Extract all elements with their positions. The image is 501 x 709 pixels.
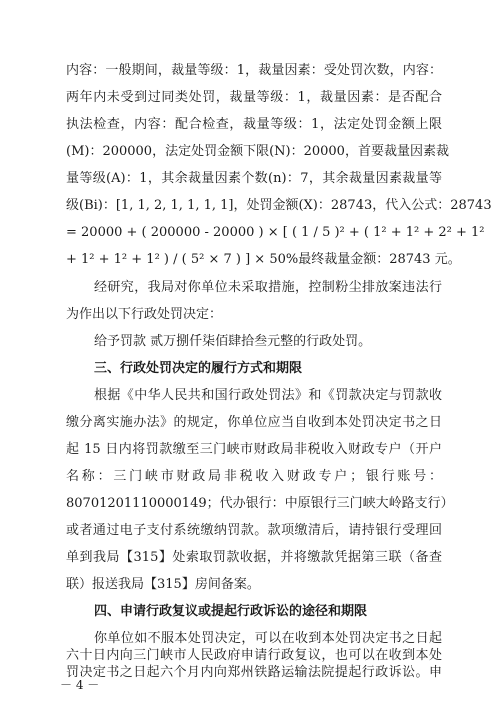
body-line: 起 15 日内将罚款缴至三门峡市财政局非税收入财政专户（开户 bbox=[66, 442, 442, 457]
body-line: 你单位如不服本处罚决定，可以在收到本处罚决定书之日起 bbox=[94, 631, 442, 646]
body-line: 两年内未受到过同类处罚，裁量等级：1，裁量因素：是否配合 bbox=[66, 90, 442, 105]
body-line: 为作出以下行政处罚决定： bbox=[66, 307, 223, 322]
body-line: 名称：三门峡市财政局非税收入财政专户；银行账号： bbox=[66, 469, 442, 484]
body-line: 或者通过电子支付系统缴纳罚款。款项缴清后，请持银行受理回 bbox=[66, 523, 442, 538]
page-number: － 4 － bbox=[60, 678, 100, 692]
body-line: 量等级(A)：1，其余裁量因素个数(n)：7，其余裁量因素裁量等 bbox=[66, 171, 442, 186]
body-line: 单到我局【315】处索取罚款收据，并将缴款凭据第三联（备查 bbox=[66, 550, 442, 565]
penalty-decision-line: 给予罚款 贰万捌仟柒佰肆拾叁元整的行政处罚。 bbox=[94, 334, 372, 349]
body-line: 级(Bi)：[1, 1, 2, 1, 1, 1, 1]，处罚金额(X)：28743，代入公式：28743 bbox=[66, 198, 492, 213]
body-line: 80701201110000149；代办银行：中原银行三门峡大岭路支行） bbox=[66, 496, 454, 511]
body-line: 联）报送我局【315】房间备案。 bbox=[66, 577, 260, 592]
body-line: 执法检查，内容：配合检查，裁量等级：1，法定处罚金额上限 bbox=[66, 117, 442, 132]
body-line: 内容：一般期间，裁量等级：1，裁量因素：受处罚次数，内容： bbox=[66, 63, 442, 78]
body-line: 经研究，我局对你单位未采取措施，控制粉尘排放案违法行 bbox=[94, 280, 442, 295]
body-line: 缴分离实施办法》的规定，你单位应当自收到本处罚决定书之日 bbox=[66, 415, 442, 430]
formula-line: = 20000 + ( 200000 - 20000 ) × [ ( 1 / 5 )² + ( 1² + 1² + 2² + 1² bbox=[66, 225, 485, 240]
body-line: (M)：200000，法定处罚金额下限(N)：20000，首要裁量因素裁 bbox=[66, 144, 449, 159]
section-heading-3: 三、行政处罚决定的履行方式和期限 bbox=[94, 361, 303, 376]
body-line: 六十日内向三门峡市人民政府申请行政复议，也可以在收到本处 bbox=[66, 648, 442, 663]
body-line: 罚决定书之日起六个月内向郑州铁路运输法院提起行政诉讼。申 bbox=[66, 665, 442, 680]
body-line: 根据《中华人民共和国行政处罚法》和《罚款决定与罚款收 bbox=[94, 388, 442, 403]
section-heading-4: 四、申请行政复议或提起行政诉讼的途径和期限 bbox=[94, 604, 368, 619]
formula-line: + 1² + 1² + 1² ) / ( 5² × 7 ) ] × 50%最终裁量金额：28743 元。 bbox=[66, 252, 461, 267]
